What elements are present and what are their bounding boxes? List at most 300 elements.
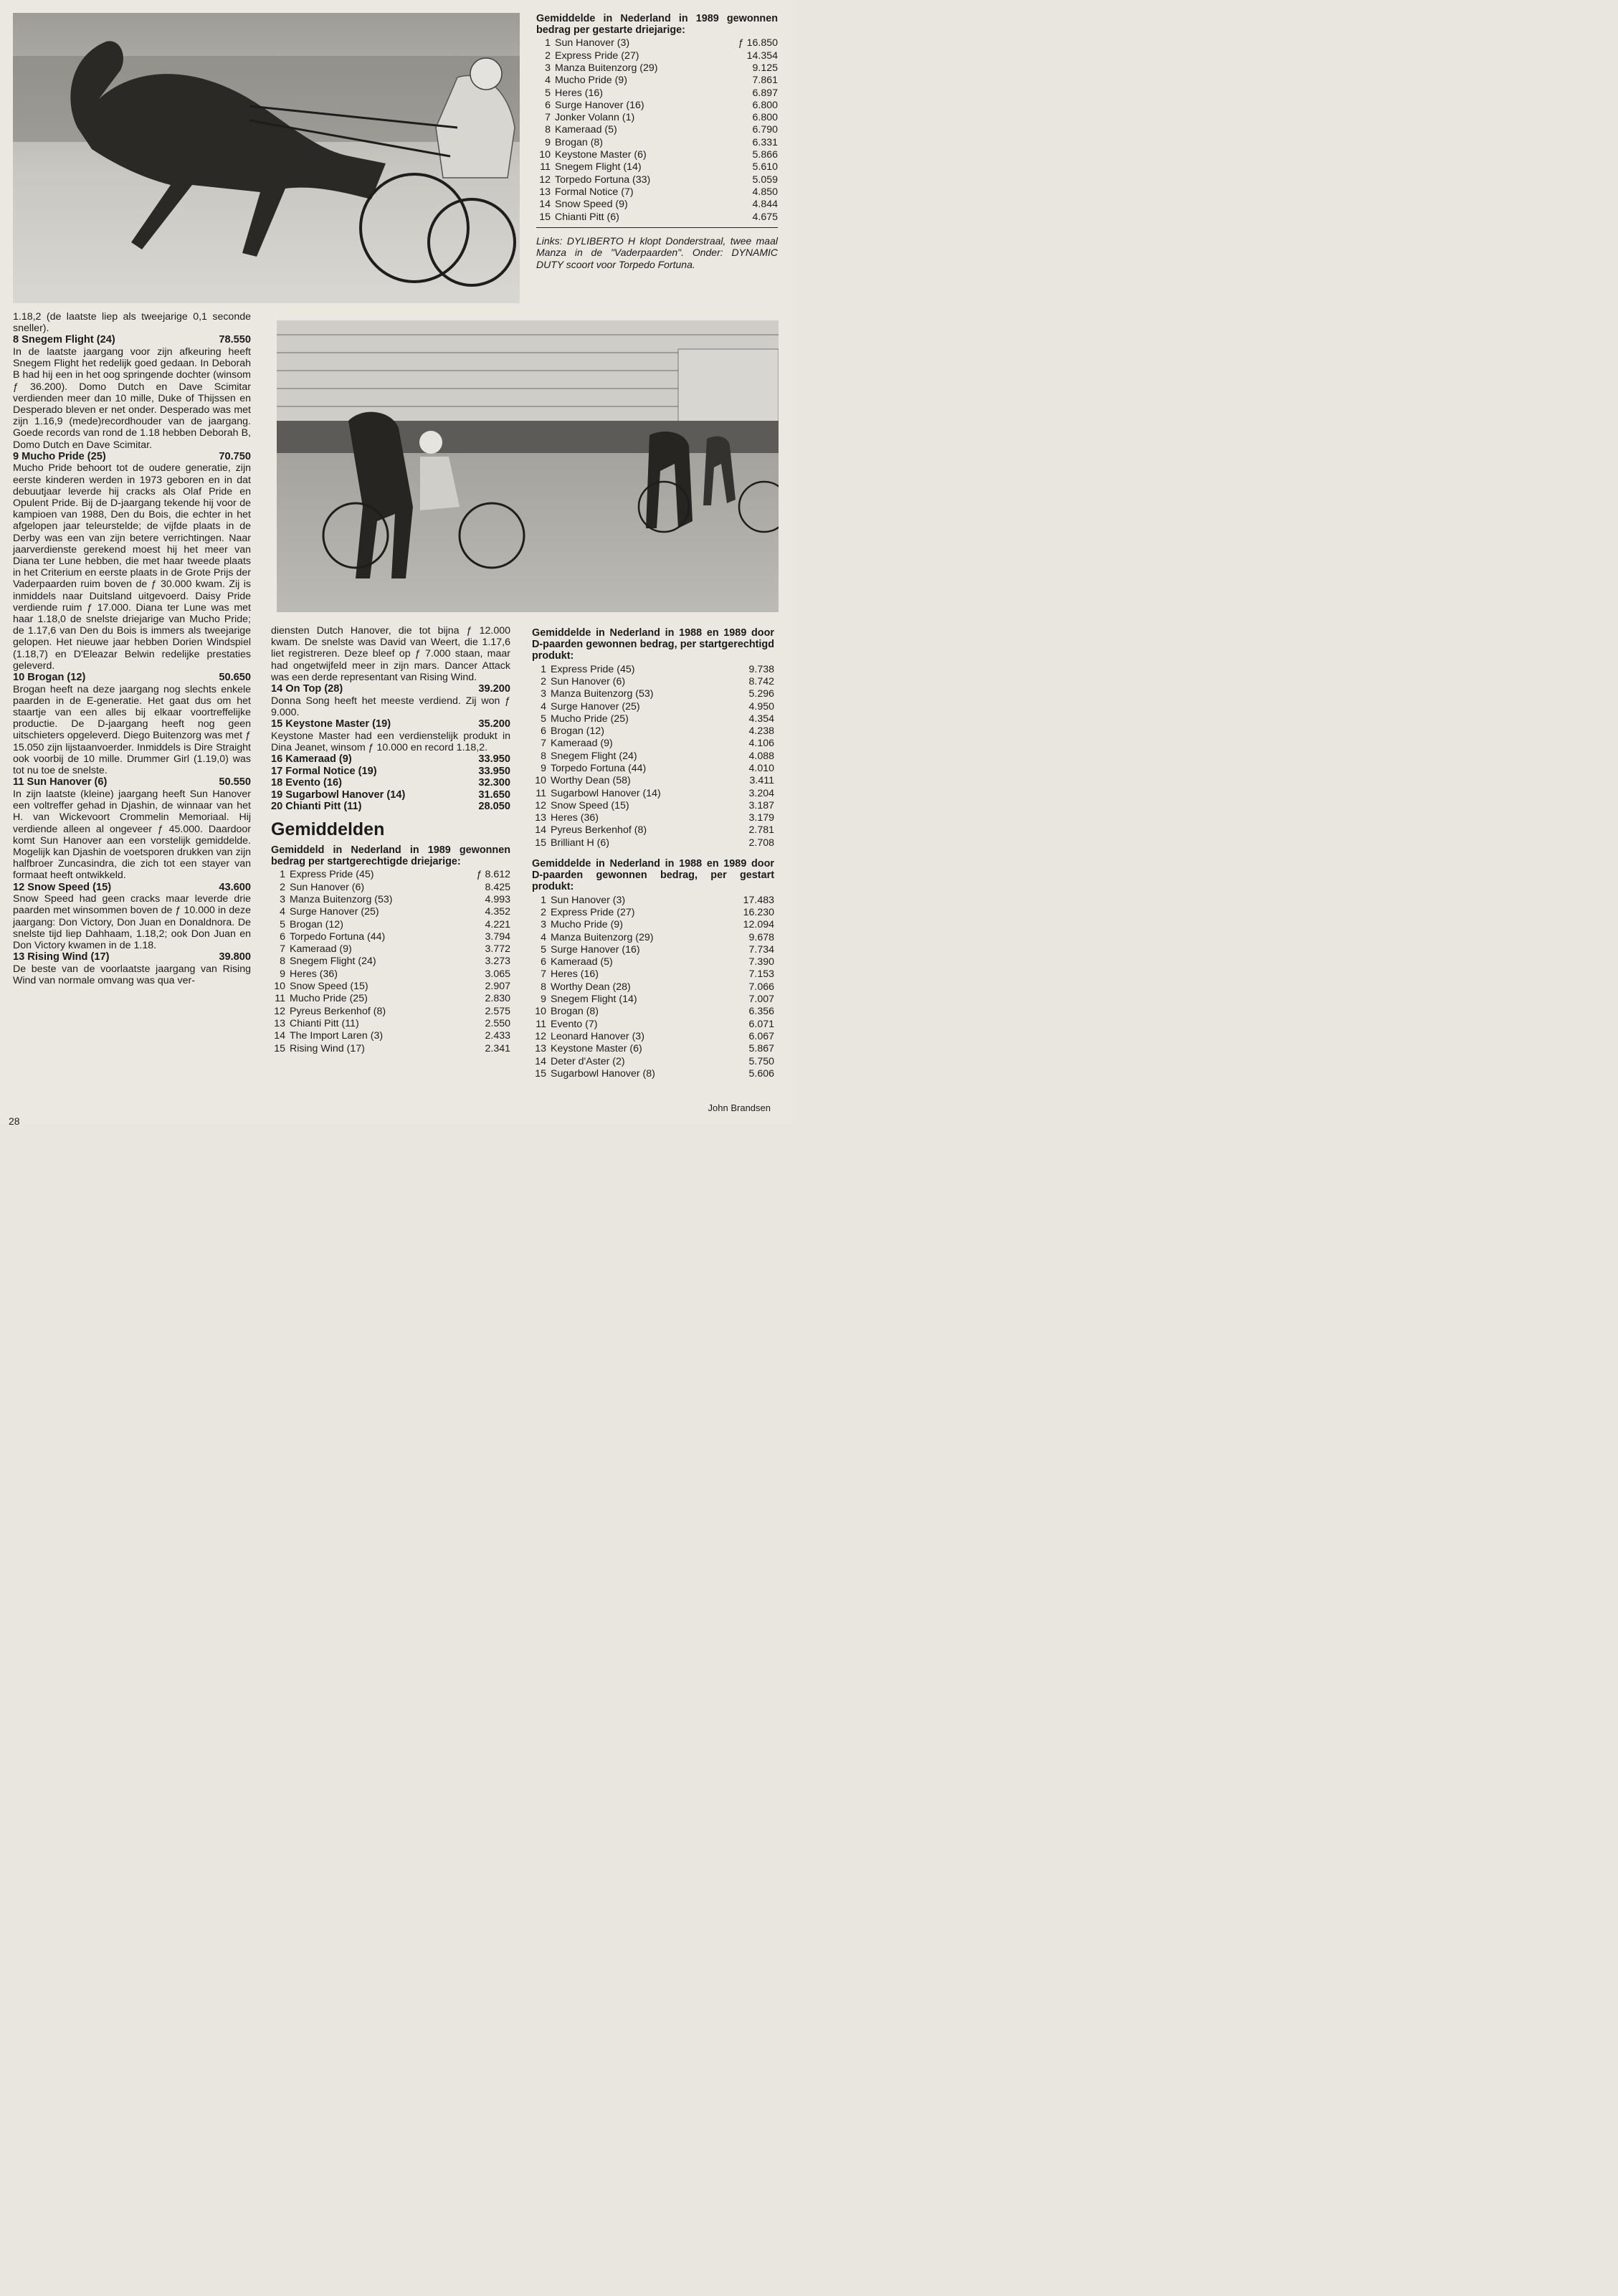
row-rank: 1 bbox=[541, 894, 546, 906]
row-value: 4.010 bbox=[748, 762, 774, 774]
row-label bbox=[536, 186, 634, 199]
table-row bbox=[532, 738, 774, 750]
table-row bbox=[536, 149, 778, 161]
row-label bbox=[271, 931, 385, 943]
row-rank: 12 bbox=[535, 1030, 546, 1042]
entry-title: 20 Chianti Pitt (11) bbox=[271, 801, 362, 813]
row-name: Mucho Pride (25) bbox=[290, 993, 368, 1005]
table-rows bbox=[532, 664, 774, 849]
row-label bbox=[536, 112, 634, 124]
table-row bbox=[532, 907, 774, 919]
row-value: 5.750 bbox=[748, 1055, 774, 1067]
row-name: Keystone Master (6) bbox=[551, 1043, 642, 1055]
entry-title: 14 On Top (28) bbox=[271, 683, 343, 695]
row-name: Heres (36) bbox=[551, 812, 599, 824]
row-rank: 13 bbox=[535, 1043, 546, 1055]
row-value: 6.800 bbox=[752, 112, 778, 124]
table-row bbox=[536, 186, 778, 199]
row-label bbox=[536, 174, 650, 186]
row-value: 2.708 bbox=[748, 837, 774, 849]
table-row bbox=[532, 932, 774, 944]
entry-amount: 39.800 bbox=[219, 951, 251, 963]
table-row bbox=[532, 956, 774, 968]
row-value: 5.296 bbox=[748, 688, 774, 700]
entry-amount: 50.550 bbox=[219, 776, 251, 789]
table-row bbox=[271, 906, 510, 918]
table-row bbox=[532, 1006, 774, 1018]
row-value: 5.059 bbox=[752, 173, 778, 186]
table-row bbox=[532, 775, 774, 787]
right-top-table-block bbox=[536, 13, 778, 270]
table-row bbox=[532, 1043, 774, 1055]
row-name: Sun Hanover (3) bbox=[551, 894, 626, 906]
row-value: 7.066 bbox=[748, 981, 774, 993]
row-value: 3.187 bbox=[748, 799, 774, 811]
table-row bbox=[536, 100, 778, 112]
row-rank: 12 bbox=[535, 799, 546, 811]
entry-heading bbox=[13, 451, 251, 463]
row-value: 3.179 bbox=[748, 812, 774, 824]
entry-heading bbox=[271, 718, 510, 730]
divider bbox=[536, 227, 778, 228]
row-label bbox=[532, 676, 625, 688]
row-rank: 3 bbox=[280, 893, 285, 905]
row-rank: 5 bbox=[541, 713, 546, 725]
row-value: 4.088 bbox=[748, 750, 774, 762]
photo-caption: Links: DYLIBERTO H klopt Donderstraal, twee maal Manza in de "Vaderpaarden". Onder: DYNAMIC DUTY scoort voor Torpedo Fortuna. bbox=[536, 234, 778, 270]
table-title: Gemiddelde in Nederland in 1988 en 1989 door D-paarden gewonnen bedrag, per startgerechtigd produkt: bbox=[532, 627, 774, 662]
row-rank: 7 bbox=[545, 112, 551, 124]
row-name: Worthy Dean (28) bbox=[551, 981, 631, 993]
row-name: Mucho Pride (25) bbox=[551, 713, 629, 725]
row-label bbox=[271, 919, 343, 931]
row-value: 2.433 bbox=[485, 1030, 510, 1042]
row-name: Sun Hanover (3) bbox=[555, 37, 630, 49]
entry-heading bbox=[13, 334, 251, 346]
table-row bbox=[536, 62, 778, 75]
row-rank: 2 bbox=[545, 49, 551, 62]
row-rank: 14 bbox=[539, 199, 551, 211]
row-value: 2.830 bbox=[485, 993, 510, 1005]
row-name: Heres (16) bbox=[551, 968, 599, 981]
row-name: Manza Buitenzorg (53) bbox=[551, 688, 654, 700]
row-rank: 15 bbox=[535, 1067, 546, 1080]
entry-amount: 43.600 bbox=[219, 881, 251, 893]
entry-heading bbox=[271, 801, 510, 813]
section-heading: Gemiddelden bbox=[271, 819, 385, 839]
row-name: Sun Hanover (6) bbox=[290, 881, 365, 893]
row-name: Kameraad (5) bbox=[555, 124, 617, 136]
table-row bbox=[536, 174, 778, 186]
row-label bbox=[271, 1043, 365, 1055]
entry-title: 16 Kameraad (9) bbox=[271, 753, 352, 766]
table-row bbox=[536, 37, 778, 49]
photo-top-trotter bbox=[13, 13, 520, 303]
row-value: 4.950 bbox=[748, 700, 774, 713]
row-value: 8.742 bbox=[748, 675, 774, 687]
row-name: Brilliant H (6) bbox=[551, 837, 609, 849]
row-value: ƒ 16.850 bbox=[738, 37, 778, 49]
row-value: 7.007 bbox=[748, 994, 774, 1006]
row-value: 6.067 bbox=[748, 1030, 774, 1042]
table-row bbox=[532, 994, 774, 1006]
row-label bbox=[532, 688, 654, 700]
table-row bbox=[532, 800, 774, 812]
row-value: 3.273 bbox=[485, 956, 510, 968]
row-label bbox=[271, 1006, 386, 1018]
row-rank: 8 bbox=[280, 956, 285, 968]
row-value: 3.411 bbox=[749, 775, 774, 787]
row-value: 4.675 bbox=[752, 211, 778, 223]
row-name: Manza Buitenzorg (29) bbox=[555, 62, 658, 74]
row-value: 5.606 bbox=[748, 1067, 774, 1080]
table-row bbox=[271, 943, 510, 956]
row-label bbox=[271, 981, 368, 993]
entry-amount: 39.200 bbox=[478, 683, 510, 695]
entry-amount: 33.950 bbox=[478, 753, 510, 766]
row-name: The Import Laren (3) bbox=[290, 1030, 384, 1042]
row-name: Evento (7) bbox=[551, 1018, 598, 1030]
table-row bbox=[532, 1031, 774, 1043]
row-rank: 6 bbox=[545, 99, 551, 111]
row-rank: 10 bbox=[539, 149, 551, 161]
table-row bbox=[532, 664, 774, 676]
row-label bbox=[532, 1006, 599, 1018]
row-value: 3.065 bbox=[485, 968, 510, 980]
table-row bbox=[536, 87, 778, 100]
table-row bbox=[532, 919, 774, 931]
entry-heading bbox=[271, 766, 510, 778]
row-label bbox=[532, 895, 625, 907]
row-label bbox=[271, 956, 376, 968]
row-value: 4.221 bbox=[485, 918, 510, 930]
table-title: Gemiddelde in Nederland in 1988 en 1989 door D-paarden gewonnen bedrag, per gestart produkt: bbox=[532, 858, 774, 893]
row-label bbox=[536, 149, 647, 161]
table-row bbox=[532, 1056, 774, 1068]
row-rank: 4 bbox=[280, 906, 285, 918]
row-rank: 8 bbox=[541, 750, 546, 762]
row-label bbox=[532, 837, 609, 849]
table-row bbox=[532, 676, 774, 688]
row-name: Snegem Flight (14) bbox=[555, 161, 642, 173]
table-row bbox=[532, 788, 774, 800]
row-value: 2.550 bbox=[485, 1017, 510, 1029]
magazine-page bbox=[0, 0, 792, 1127]
table-row bbox=[536, 124, 778, 136]
row-rank: 13 bbox=[535, 812, 546, 824]
table-row bbox=[532, 701, 774, 713]
entry-title: 8 Snegem Flight (24) bbox=[13, 334, 115, 346]
row-name: Express Pride (45) bbox=[551, 663, 635, 675]
row-label bbox=[271, 993, 368, 1005]
row-rank: 9 bbox=[280, 968, 285, 980]
row-name: Surge Hanover (25) bbox=[290, 906, 379, 918]
row-name: Snow Speed (15) bbox=[290, 981, 368, 993]
row-name: Keystone Master (6) bbox=[555, 149, 647, 161]
row-value: 3.794 bbox=[485, 930, 510, 943]
entry-heading bbox=[271, 683, 510, 695]
table-row bbox=[536, 199, 778, 211]
row-label bbox=[532, 1056, 625, 1068]
row-value: 5.610 bbox=[752, 161, 778, 173]
author-signature: John Brandsen bbox=[708, 1102, 771, 1113]
entry-title: 10 Brogan (12) bbox=[13, 672, 86, 684]
table-row bbox=[532, 1068, 774, 1080]
table-row bbox=[532, 763, 774, 775]
row-value: 6.356 bbox=[748, 1006, 774, 1018]
row-label bbox=[532, 1031, 644, 1043]
row-value: 9.678 bbox=[748, 931, 774, 943]
row-rank: 11 bbox=[536, 1018, 546, 1030]
row-name: Brogan (12) bbox=[551, 725, 604, 738]
row-value: 6.800 bbox=[752, 99, 778, 111]
middle-entries bbox=[271, 683, 510, 753]
row-rank: 1 bbox=[280, 869, 285, 881]
entry-text: Brogan heeft na deze jaargang nog slechts enkele paarden in de E-generatie. Het gaat dus om het staartje van een alles bij elkaar voortreffelijke productie. De D-jaargang heeft nog geen uitschieters opgeleverd. Diego Buitenzorg was met ƒ 15.050 zijn lijstaanvoerder. Inmiddels is Dire Straight ook voorbij de 10 mille. Drummer Girl (1.19,0) was tot nu toe de snelste. bbox=[13, 683, 251, 777]
entry-amount: 32.300 bbox=[478, 777, 510, 789]
row-rank: 6 bbox=[280, 930, 285, 943]
row-label bbox=[536, 75, 627, 87]
table-row bbox=[271, 956, 510, 968]
row-label bbox=[532, 1068, 655, 1080]
row-label bbox=[532, 956, 613, 968]
entry-heading bbox=[13, 776, 251, 789]
row-label bbox=[271, 1030, 383, 1042]
row-label bbox=[536, 137, 603, 149]
row-label bbox=[536, 211, 619, 224]
row-value: 4.238 bbox=[748, 725, 774, 738]
row-rank: 7 bbox=[541, 968, 546, 981]
entry-text: Donna Song heeft het meeste verdiend. Zij won ƒ 9.000. bbox=[271, 695, 510, 718]
row-label bbox=[271, 906, 379, 918]
entry-amount: 33.950 bbox=[478, 765, 510, 777]
entry-amount: 78.550 bbox=[219, 334, 251, 346]
table-row bbox=[271, 1006, 510, 1018]
row-label bbox=[271, 882, 364, 894]
row-label bbox=[536, 50, 639, 62]
row-value: 4.844 bbox=[752, 199, 778, 211]
row-rank: 1 bbox=[545, 37, 551, 49]
row-name: Snow Speed (15) bbox=[551, 799, 629, 811]
row-name: Chianti Pitt (6) bbox=[555, 211, 619, 223]
row-rank: 6 bbox=[541, 956, 546, 968]
table-row bbox=[532, 968, 774, 981]
row-value: 7.861 bbox=[752, 75, 778, 87]
row-name: Surge Hanover (25) bbox=[551, 700, 640, 713]
entry-title: 11 Sun Hanover (6) bbox=[13, 776, 108, 789]
row-label bbox=[536, 62, 658, 75]
row-name: Sugarbowl Hanover (8) bbox=[551, 1067, 655, 1080]
row-rank: 3 bbox=[545, 62, 551, 74]
row-label bbox=[536, 124, 617, 136]
row-label bbox=[532, 788, 661, 800]
row-label bbox=[532, 763, 646, 775]
table-row bbox=[536, 50, 778, 62]
entry-title: 17 Formal Notice (19) bbox=[271, 765, 377, 777]
row-label bbox=[532, 812, 599, 824]
middle-short-list bbox=[271, 753, 510, 813]
row-label bbox=[271, 869, 373, 881]
row-label bbox=[532, 919, 623, 931]
left-entries bbox=[13, 334, 251, 986]
row-rank: 2 bbox=[541, 906, 546, 918]
row-rank: 14 bbox=[274, 1030, 285, 1042]
row-name: Mucho Pride (9) bbox=[551, 919, 623, 931]
table-row bbox=[536, 75, 778, 87]
row-value: 4.850 bbox=[752, 186, 778, 198]
entry-title: 19 Sugarbowl Hanover (14) bbox=[271, 789, 406, 801]
row-label bbox=[536, 87, 603, 100]
row-name: Surge Hanover (16) bbox=[551, 943, 640, 956]
table-title: Gemiddelde in Nederland in 1989 gewonnen bedrag per gestarte driejarige: bbox=[536, 13, 778, 37]
row-rank: 10 bbox=[535, 775, 546, 787]
entry-text: In de laatste jaargang voor zijn afkeuring heeft Snegem Flight het redelijk goed gedaan. In Deborah B had hij een in het oog springende dochter (winsom ƒ 36.200). Domo Dutch en Dave Scimitar verdienden meer dan 10 mille, Duke of Thijssen en Desperado bleven er net onder. Desperado was met zijn 1.16,9 (mede)recordhouder van de jaargang. Goede records van rond de 1.18 hebben Deborah B, Domo Dutch en Dave Scimitar. bbox=[13, 346, 251, 451]
row-label bbox=[532, 907, 634, 919]
row-value: 4.354 bbox=[748, 713, 774, 725]
row-label bbox=[532, 800, 629, 812]
row-rank: 14 bbox=[535, 1055, 546, 1067]
row-rank: 9 bbox=[541, 994, 546, 1006]
row-name: Torpedo Fortuna (44) bbox=[551, 762, 647, 774]
row-value: 2.907 bbox=[485, 981, 510, 993]
row-label bbox=[271, 1018, 359, 1030]
row-value: 6.897 bbox=[752, 87, 778, 99]
left-column bbox=[13, 311, 251, 986]
row-value: 6.790 bbox=[752, 124, 778, 136]
table-row bbox=[536, 137, 778, 149]
row-rank: 15 bbox=[535, 837, 546, 849]
row-name: Snegem Flight (14) bbox=[551, 994, 637, 1006]
table-row bbox=[532, 944, 774, 956]
row-name: Leonard Hanover (3) bbox=[551, 1030, 644, 1042]
row-name: Heres (16) bbox=[555, 87, 604, 99]
entry-title: 13 Rising Wind (17) bbox=[13, 951, 110, 963]
row-name: Torpedo Fortuna (44) bbox=[290, 930, 386, 943]
table-rows bbox=[532, 895, 774, 1080]
row-rank: 11 bbox=[536, 787, 546, 799]
row-name: Pyreus Berkenhof (8) bbox=[551, 824, 647, 837]
entry-amount: 31.650 bbox=[478, 789, 510, 801]
table-row bbox=[271, 931, 510, 943]
row-rank: 12 bbox=[539, 173, 551, 186]
row-value: 6.071 bbox=[748, 1018, 774, 1030]
row-value: 12.094 bbox=[743, 919, 774, 931]
row-value: ƒ 8.612 bbox=[476, 869, 510, 881]
row-label bbox=[532, 824, 647, 837]
row-name: Manza Buitenzorg (53) bbox=[290, 893, 393, 905]
row-rank: 2 bbox=[280, 881, 285, 893]
row-rank: 13 bbox=[274, 1017, 285, 1029]
row-rank: 12 bbox=[274, 1005, 285, 1017]
row-rank: 3 bbox=[541, 688, 546, 700]
row-name: Kameraad (9) bbox=[551, 738, 613, 750]
row-rank: 3 bbox=[541, 919, 546, 931]
row-value: 3.204 bbox=[748, 787, 774, 799]
row-name: Formal Notice (7) bbox=[555, 186, 634, 198]
row-label bbox=[532, 701, 640, 713]
row-name: Rising Wind (17) bbox=[290, 1042, 365, 1054]
row-label bbox=[532, 981, 631, 994]
row-label bbox=[532, 1043, 642, 1055]
row-value: 9.125 bbox=[752, 62, 778, 74]
table-row bbox=[532, 688, 774, 700]
entry-amount: 50.650 bbox=[219, 672, 251, 684]
table-row bbox=[271, 968, 510, 981]
row-value: 4.106 bbox=[748, 738, 774, 750]
row-name: Kameraad (5) bbox=[551, 956, 613, 968]
entry-title: 9 Mucho Pride (25) bbox=[13, 450, 106, 462]
row-label bbox=[532, 932, 654, 944]
row-value: 3.772 bbox=[485, 943, 510, 956]
table-row bbox=[271, 1043, 510, 1055]
row-label bbox=[532, 664, 634, 676]
row-value: 8.425 bbox=[485, 881, 510, 893]
table-title: Gemiddeld in Nederland in 1989 gewonnen bedrag per startgerechtigde driejarige: bbox=[271, 844, 510, 868]
row-rank: 7 bbox=[541, 738, 546, 750]
entry-text: In zijn laatste (kleine) jaargang heeft Sun Hanover een voltreffer gehad in Djashin, de winnaar van het H. van Wickevoort Crommelin Memoriaal. Hij verdiende alleen al ongeveer ƒ 45.000. Daardoor komt Sun Hanover aan een vorstelijk gemiddelde. Mogelijk kan Djashin de voetsporen drukken van zijn halfbroer Zuncasindra, die zich tot een stayer van formaat heeft ontwikkeld. bbox=[13, 788, 251, 882]
table-row bbox=[271, 981, 510, 993]
row-label bbox=[532, 1019, 597, 1031]
entry-amount: 35.200 bbox=[478, 718, 510, 730]
row-rank: 5 bbox=[545, 87, 551, 99]
row-name: Worthy Dean (58) bbox=[551, 775, 631, 787]
row-name: Brogan (8) bbox=[551, 1006, 599, 1018]
row-rank: 8 bbox=[541, 981, 546, 993]
row-name: Sugarbowl Hanover (14) bbox=[551, 787, 661, 799]
row-label bbox=[532, 775, 631, 787]
table-row bbox=[532, 812, 774, 824]
entry-heading bbox=[271, 789, 510, 801]
row-rank: 6 bbox=[541, 725, 546, 738]
row-name: Torpedo Fortuna (33) bbox=[555, 173, 651, 186]
row-name: Brogan (12) bbox=[290, 918, 343, 930]
entry-title: 12 Snow Speed (15) bbox=[13, 881, 112, 893]
table-row bbox=[271, 869, 510, 881]
table-row bbox=[271, 1018, 510, 1030]
row-name: Jonker Volann (1) bbox=[555, 112, 635, 124]
table-row bbox=[271, 1030, 510, 1042]
table-row bbox=[536, 161, 778, 173]
row-value: 9.738 bbox=[748, 663, 774, 675]
row-rank: 10 bbox=[274, 981, 285, 993]
row-label bbox=[532, 738, 613, 750]
row-value: 14.354 bbox=[746, 49, 778, 62]
row-rank: 4 bbox=[541, 931, 546, 943]
row-rank: 10 bbox=[535, 1006, 546, 1018]
photo-bottom-finish bbox=[277, 320, 779, 612]
row-rank: 5 bbox=[541, 943, 546, 956]
row-rank: 9 bbox=[545, 136, 551, 148]
row-value: 2.575 bbox=[485, 1005, 510, 1017]
row-rank: 4 bbox=[541, 700, 546, 713]
middle-column bbox=[271, 625, 510, 1055]
row-name: Mucho Pride (9) bbox=[555, 75, 627, 87]
row-rank: 2 bbox=[541, 675, 546, 687]
table-row bbox=[271, 919, 510, 931]
entry-heading bbox=[13, 672, 251, 684]
table-rows bbox=[271, 869, 510, 1054]
entry-text: De beste van de voorlaatste jaargang van Rising Wind van normale omvang was qua ver- bbox=[13, 963, 251, 986]
row-label bbox=[532, 725, 604, 738]
table-row bbox=[271, 993, 510, 1005]
row-name: Heres (36) bbox=[290, 968, 338, 980]
row-rank: 9 bbox=[541, 762, 546, 774]
row-name: Express Pride (27) bbox=[555, 49, 639, 62]
row-value: 7.734 bbox=[748, 943, 774, 956]
row-value: 4.352 bbox=[485, 906, 510, 918]
row-value: 4.993 bbox=[485, 893, 510, 905]
row-rank: 15 bbox=[539, 211, 551, 223]
